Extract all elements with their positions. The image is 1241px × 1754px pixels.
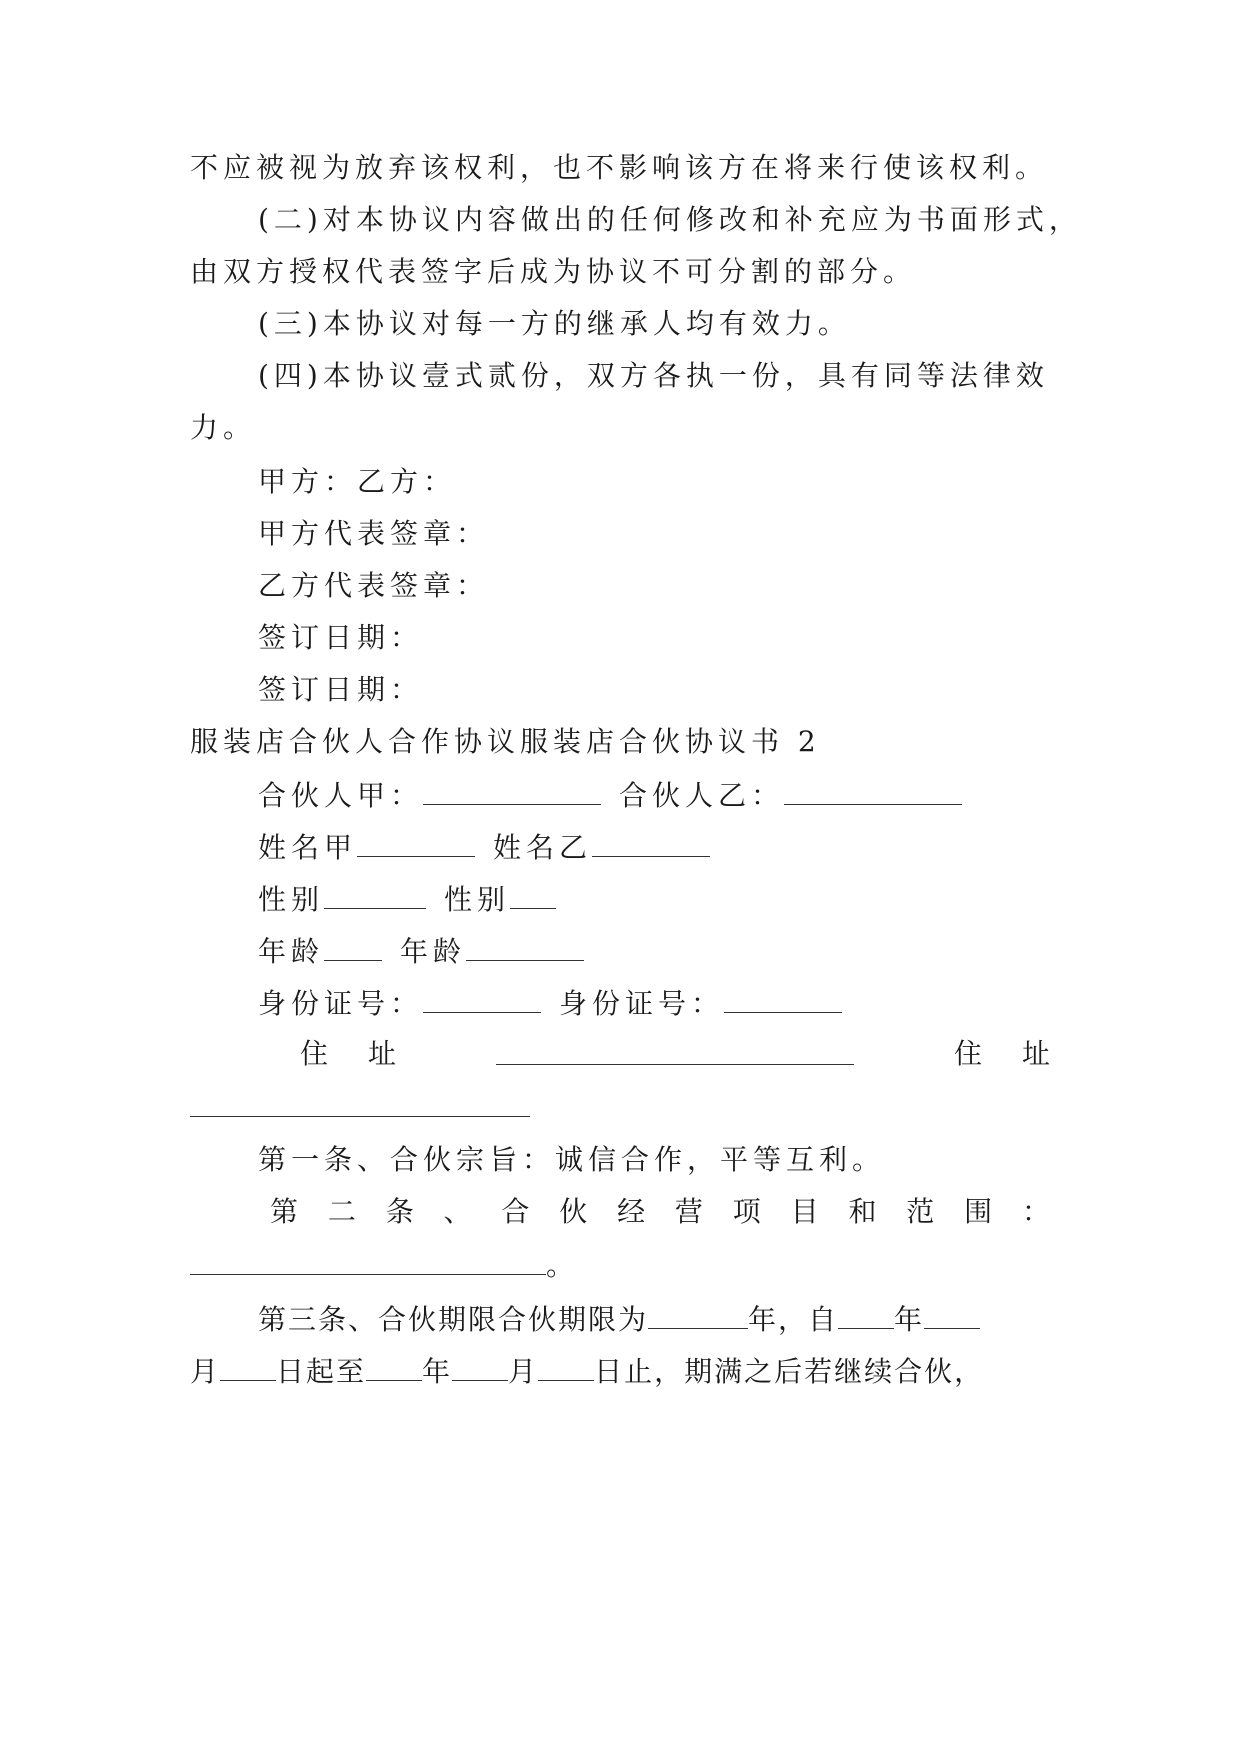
- partner-a-blank: [423, 774, 601, 805]
- id-a-label: 身份证号：: [258, 987, 424, 1020]
- article-2-char: 范: [906, 1195, 935, 1228]
- article-2-char: 二: [327, 1195, 356, 1228]
- end-month-blank: [452, 1350, 508, 1381]
- article-2-char: 和: [848, 1195, 877, 1228]
- name-b-blank: [592, 826, 710, 857]
- sex-b-label: 性别: [444, 883, 511, 916]
- sex-line: [258, 878, 556, 920]
- address-b-char-1: 住: [953, 1037, 982, 1070]
- article-2-char: ：: [1021, 1195, 1050, 1228]
- address-b-blank-line: [190, 1086, 530, 1128]
- address-line: [300, 1034, 1050, 1074]
- article-2-char: 第: [270, 1195, 299, 1228]
- start-month-blank: [924, 1298, 980, 1329]
- address-b-blank: [190, 1086, 530, 1117]
- address-a-blank: [496, 1034, 854, 1065]
- article-3-text: 月: [508, 1355, 539, 1388]
- article-2-char: 营: [674, 1195, 703, 1228]
- age-line: [258, 930, 584, 972]
- article-2-period: 。: [546, 1249, 580, 1282]
- article-2-char: 伙: [559, 1195, 588, 1228]
- name-line: [258, 826, 710, 868]
- article-2-char: 合: [501, 1195, 530, 1228]
- partners-line: [258, 774, 962, 816]
- article-2-char: 围: [964, 1195, 993, 1228]
- clause-2: (二)对本协议内容做出的任何修改和补充应为书面形式，: [258, 203, 1082, 236]
- party-b-rep-sign: 乙方代表签章：: [258, 569, 490, 602]
- sign-date-2: 签订日期：: [258, 673, 424, 706]
- age-a-blank: [324, 930, 382, 961]
- address-a-char-2: 址: [368, 1037, 397, 1070]
- address-a-char-1: 住: [300, 1037, 329, 1070]
- partner-b-blank: [784, 774, 962, 805]
- article-2-scope-blank: [190, 1244, 546, 1275]
- name-a-label: 姓名甲: [258, 831, 358, 864]
- id-line: [258, 982, 842, 1024]
- partner-a-label: 合伙人甲：: [258, 779, 424, 812]
- age-b-label: 年龄: [400, 935, 467, 968]
- article-3-text: 第三条、合伙期限合伙期限为: [258, 1303, 649, 1336]
- text-line-6: 力。: [190, 411, 257, 444]
- article-2: [270, 1192, 1050, 1232]
- id-b-blank: [724, 982, 842, 1013]
- age-b-blank: [466, 930, 584, 961]
- sex-a-label: 性别: [258, 883, 325, 916]
- sex-b-blank: [510, 878, 556, 909]
- clause-4: (四)本协议壹式贰份，双方各执一份，具有同等法律效: [258, 359, 1049, 392]
- address-a-label: [300, 1034, 396, 1074]
- article-3-text: 月: [190, 1355, 221, 1388]
- article-2-char: 经: [617, 1195, 646, 1228]
- name-b-label: 姓名乙: [493, 831, 593, 864]
- end-year-blank: [366, 1350, 422, 1381]
- article-2-char: 、: [443, 1195, 472, 1228]
- term-years-blank: [648, 1298, 748, 1329]
- article-3-text: 日止，期满之后若继续合伙，: [594, 1355, 985, 1388]
- party-a-rep-sign: 甲方代表签章：: [258, 517, 490, 550]
- address-b-char-2: 址: [1021, 1037, 1050, 1070]
- id-a-blank: [423, 982, 541, 1013]
- address-b-label: [954, 1034, 1050, 1074]
- article-3-text: 年: [894, 1303, 925, 1336]
- start-day-blank: [220, 1350, 276, 1381]
- article-3-text: 年: [422, 1355, 453, 1388]
- article-3-line-2: [190, 1350, 984, 1392]
- article-3-line-1: [258, 1298, 980, 1340]
- party-a-b-label: 甲方：乙方：: [258, 465, 457, 498]
- end-day-blank: [538, 1350, 594, 1381]
- section-title: 服装店合伙人合作协议服装店合伙协议书 2: [190, 725, 821, 758]
- article-1: 第一条、合伙宗旨：诚信合作，平等互利。: [258, 1143, 886, 1176]
- id-b-label: 身份证号：: [559, 987, 725, 1020]
- text-line-3: 由双方授权代表签字后成为协议不可分割的部分。: [190, 255, 917, 288]
- sex-a-blank: [324, 878, 426, 909]
- age-a-label: 年龄: [258, 935, 325, 968]
- article-3-text: 年，自: [748, 1303, 839, 1336]
- article-2-char: 条: [385, 1195, 414, 1228]
- start-year-blank: [838, 1298, 894, 1329]
- clause-3: (三)本协议对每一方的继承人均有效力。: [258, 307, 851, 340]
- sign-date-1: 签订日期：: [258, 621, 424, 654]
- partner-b-label: 合伙人乙：: [619, 779, 785, 812]
- article-2-char: 项: [732, 1195, 761, 1228]
- article-2-char: 目: [790, 1195, 819, 1228]
- article-2-scope-line: [190, 1244, 579, 1286]
- name-a-blank: [357, 826, 475, 857]
- text-line-1: 不应被视为放弃该权利，也不影响该方在将来行使该权利。: [190, 151, 1049, 184]
- article-3-text: 日起至: [276, 1355, 367, 1388]
